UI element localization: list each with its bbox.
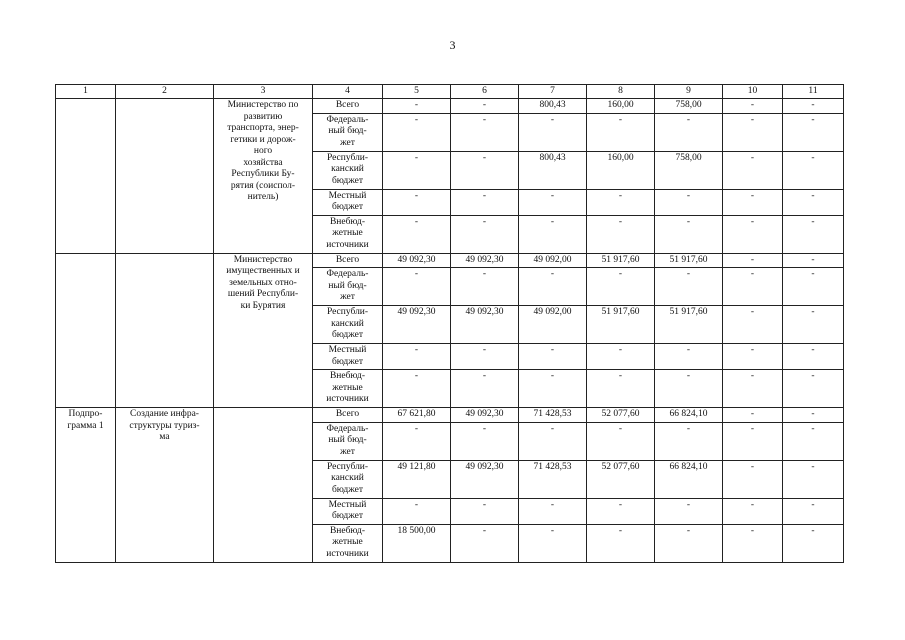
amount-cell: - <box>587 189 655 215</box>
funding-source-label: Республи- канский бюджет <box>326 152 369 186</box>
amount-cell: - <box>783 151 844 189</box>
page-number: 3 <box>449 38 456 52</box>
program-cell <box>56 253 116 408</box>
amount-cell: - <box>723 460 783 498</box>
amount-cell: - <box>783 422 844 460</box>
funding-source-cell <box>313 460 383 498</box>
program-cell <box>56 408 116 563</box>
funding-source-label: Республи- канский бюджет <box>326 461 369 495</box>
amount-cell: 49 092,30 <box>383 253 451 268</box>
amount-cell: - <box>783 215 844 253</box>
amount-cell: - <box>383 99 451 114</box>
funding-source-label: Всего <box>335 254 360 265</box>
amount-cell: - <box>451 99 519 114</box>
column-number-cell: 5 <box>383 85 451 99</box>
amount-cell: 800,43 <box>519 151 587 189</box>
column-number-cell: 3 <box>214 85 313 99</box>
amount-cell: - <box>655 215 723 253</box>
funding-source-label: Внебюд- жетные источники <box>326 371 369 404</box>
amount-cell: - <box>587 422 655 460</box>
amount-cell: - <box>655 422 723 460</box>
amount-cell: 160,00 <box>587 99 655 114</box>
amount-cell: 49 092,30 <box>451 253 519 268</box>
column-number-cell: 2 <box>116 85 214 99</box>
funding-source-cell <box>313 498 383 524</box>
amount-cell: - <box>783 113 844 151</box>
funding-source-label: Республи- канский бюджет <box>326 307 369 340</box>
amount-cell: 52 077,60 <box>587 408 655 423</box>
amount-cell: - <box>723 370 783 408</box>
amount-cell: - <box>655 344 723 370</box>
amount-cell: - <box>519 113 587 151</box>
funding-source-label: Местный бюджет <box>328 345 367 367</box>
amount-cell: 66 824,10 <box>655 460 723 498</box>
funding-source-cell <box>313 306 383 344</box>
amount-cell: - <box>723 344 783 370</box>
column-number-cell: 8 <box>587 85 655 99</box>
amount-cell: - <box>783 253 844 268</box>
amount-cell: - <box>723 422 783 460</box>
amount-cell: - <box>783 408 844 423</box>
amount-cell: - <box>723 113 783 151</box>
budget-table <box>55 84 844 563</box>
amount-cell: - <box>587 113 655 151</box>
amount-cell: - <box>723 498 783 524</box>
amount-cell: - <box>451 268 519 306</box>
amount-cell: - <box>783 189 844 215</box>
column-number-cell: 11 <box>783 85 844 99</box>
funding-source-label: Внебюд- жетные источники <box>326 525 369 559</box>
funding-source-cell <box>313 113 383 151</box>
amount-cell: - <box>519 370 587 408</box>
amount-cell: - <box>587 268 655 306</box>
amount-cell: 758,00 <box>655 151 723 189</box>
amount-cell: 71 428,53 <box>519 408 587 423</box>
amount-cell: 52 077,60 <box>587 460 655 498</box>
amount-cell: 49 092,00 <box>519 253 587 268</box>
amount-cell: - <box>451 151 519 189</box>
funding-source-label: Местный бюджет <box>328 190 367 212</box>
amount-cell: - <box>723 215 783 253</box>
amount-cell: 67 621,80 <box>383 408 451 423</box>
amount-cell: - <box>723 99 783 114</box>
funding-source-cell <box>313 422 383 460</box>
amount-cell: - <box>783 99 844 114</box>
column-number-cell: 7 <box>519 85 587 99</box>
amount-cell: - <box>451 344 519 370</box>
table-row <box>56 408 844 423</box>
program-name-cell <box>116 408 214 563</box>
column-number-cell: 4 <box>313 85 383 99</box>
amount-cell: - <box>655 189 723 215</box>
amount-cell: - <box>655 113 723 151</box>
amount-cell: 18 500,00 <box>383 524 451 562</box>
amount-cell: - <box>655 268 723 306</box>
amount-cell: - <box>655 370 723 408</box>
amount-cell: - <box>451 498 519 524</box>
amount-cell: - <box>587 370 655 408</box>
funding-source-label: Всего <box>335 100 360 110</box>
amount-cell: - <box>519 498 587 524</box>
program-cell <box>56 99 116 254</box>
program-name-cell <box>116 253 214 408</box>
amount-cell: 49 092,30 <box>451 306 519 344</box>
amount-cell: - <box>383 189 451 215</box>
executor-cell <box>214 408 313 563</box>
amount-cell: 49 121,80 <box>383 460 451 498</box>
amount-cell: 51 917,60 <box>587 253 655 268</box>
amount-cell: - <box>383 370 451 408</box>
amount-cell: 51 917,60 <box>655 306 723 344</box>
table-row <box>56 99 844 114</box>
funding-source-label: Местный бюджет <box>328 499 367 521</box>
amount-cell: - <box>519 524 587 562</box>
amount-cell: - <box>519 422 587 460</box>
amount-cell: - <box>587 215 655 253</box>
amount-cell: - <box>383 113 451 151</box>
amount-cell: - <box>783 524 844 562</box>
amount-cell: 49 092,30 <box>383 306 451 344</box>
table-row <box>56 253 844 268</box>
funding-source-label: Всего <box>335 409 360 419</box>
amount-cell: - <box>723 253 783 268</box>
amount-cell: - <box>451 370 519 408</box>
amount-cell: - <box>519 215 587 253</box>
funding-source-cell <box>313 99 383 114</box>
funding-source-label: Федераль- ный бюд- жет <box>326 423 369 457</box>
amount-cell: - <box>723 189 783 215</box>
funding-source-label: Федераль- ный бюд- жет <box>326 269 369 302</box>
cell-text: Подпро- грамма 1 <box>67 409 104 431</box>
amount-cell: - <box>587 498 655 524</box>
amount-cell: - <box>655 524 723 562</box>
amount-cell: - <box>783 460 844 498</box>
program-name-cell <box>116 99 214 254</box>
cell-text: Министерство имущественных и земельных отно- шений Республи- ки Бурятия <box>226 254 300 311</box>
executor-cell <box>214 99 313 254</box>
amount-cell: 66 824,10 <box>655 408 723 423</box>
amount-cell: 49 092,30 <box>451 460 519 498</box>
funding-source-cell <box>313 151 383 189</box>
amount-cell: - <box>783 370 844 408</box>
amount-cell: - <box>723 524 783 562</box>
funding-source-cell <box>313 408 383 423</box>
amount-cell: 49 092,00 <box>519 306 587 344</box>
amount-cell: - <box>451 524 519 562</box>
amount-cell: 800,43 <box>519 99 587 114</box>
funding-source-cell <box>313 344 383 370</box>
amount-cell: - <box>655 498 723 524</box>
funding-source-cell <box>313 215 383 253</box>
amount-cell: - <box>587 344 655 370</box>
amount-cell: - <box>383 498 451 524</box>
amount-cell: - <box>723 151 783 189</box>
funding-source-label: Федераль- ный бюд- жет <box>326 114 369 148</box>
amount-cell: - <box>383 215 451 253</box>
amount-cell: - <box>383 422 451 460</box>
amount-cell: - <box>383 268 451 306</box>
amount-cell: - <box>383 151 451 189</box>
funding-source-label: Внебюд- жетные источники <box>326 216 369 250</box>
amount-cell: 758,00 <box>655 99 723 114</box>
amount-cell: - <box>451 422 519 460</box>
amount-cell: 160,00 <box>587 151 655 189</box>
amount-cell: - <box>723 306 783 344</box>
amount-cell: - <box>519 268 587 306</box>
funding-source-cell <box>313 253 383 268</box>
funding-source-cell <box>313 370 383 408</box>
column-number-cell: 10 <box>723 85 783 99</box>
amount-cell: - <box>519 189 587 215</box>
amount-cell: 51 917,60 <box>655 253 723 268</box>
amount-cell: - <box>783 306 844 344</box>
amount-cell: - <box>783 498 844 524</box>
column-number-row <box>56 85 844 99</box>
amount-cell: - <box>451 113 519 151</box>
amount-cell: 51 917,60 <box>587 306 655 344</box>
funding-source-cell <box>313 268 383 306</box>
amount-cell: - <box>723 268 783 306</box>
amount-cell: 49 092,30 <box>451 408 519 423</box>
column-number-cell: 6 <box>451 85 519 99</box>
amount-cell: - <box>451 189 519 215</box>
column-number-cell: 9 <box>655 85 723 99</box>
amount-cell: - <box>587 524 655 562</box>
amount-cell: - <box>451 215 519 253</box>
cell-text: Создание инфра- структуры туриз- ма <box>129 409 200 442</box>
amount-cell: 71 428,53 <box>519 460 587 498</box>
amount-cell: - <box>723 408 783 423</box>
funding-source-cell <box>313 524 383 562</box>
executor-cell <box>214 253 313 408</box>
cell-text: Министерство по развитию транспорта, энер- гетики и дорож- ного хозяйства Республики Бу- рятия (соиспол- нитель) <box>227 100 299 202</box>
amount-cell: - <box>783 268 844 306</box>
amount-cell: - <box>519 344 587 370</box>
amount-cell: - <box>783 344 844 370</box>
amount-cell: - <box>383 344 451 370</box>
funding-source-cell <box>313 189 383 215</box>
column-number-cell: 1 <box>56 85 116 99</box>
